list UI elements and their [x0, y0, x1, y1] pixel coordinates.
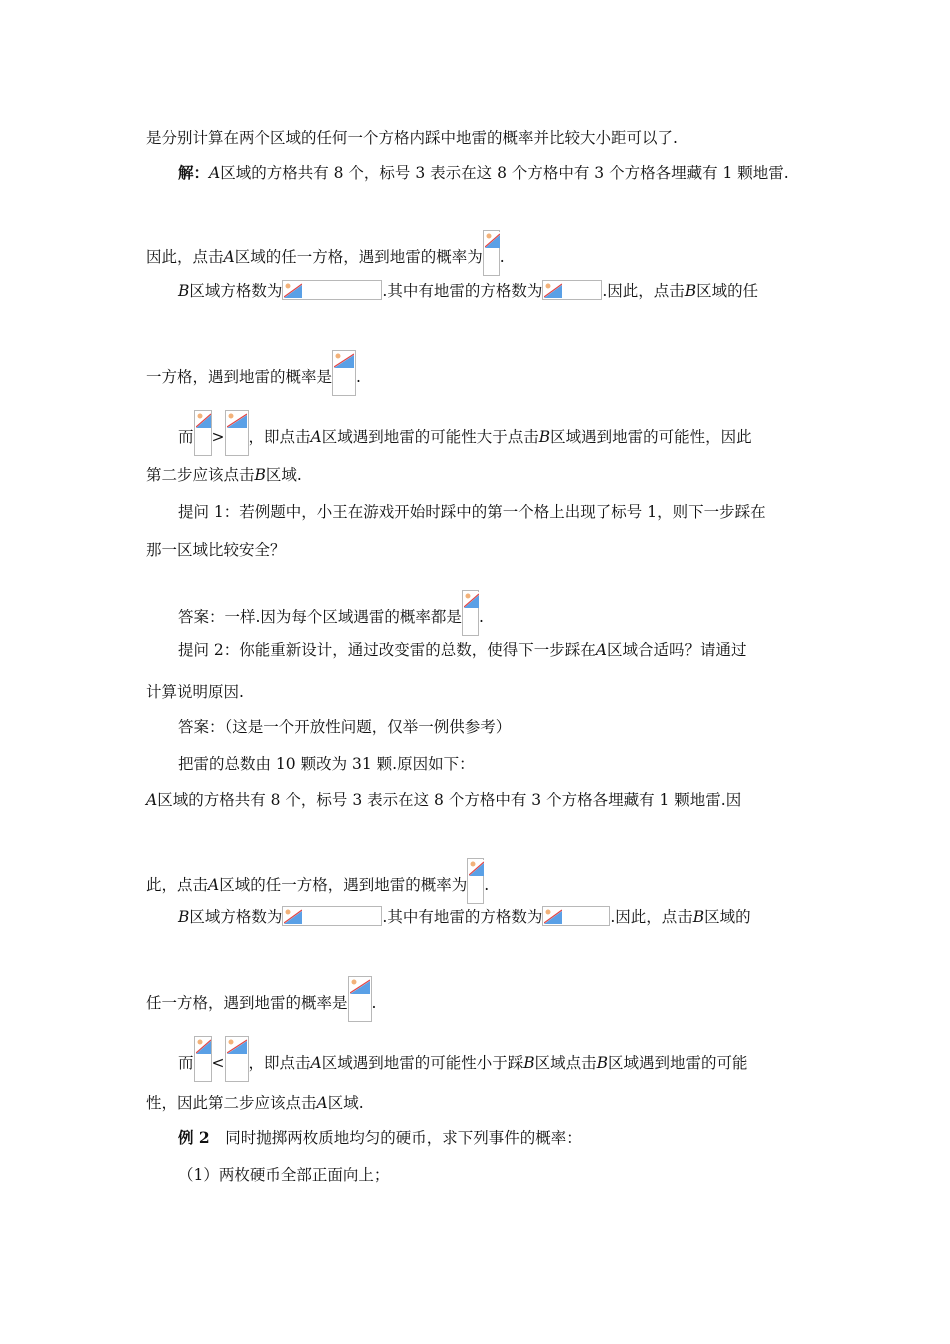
answer-line	[178, 717, 511, 737]
paragraph-line	[178, 1036, 748, 1082]
var-b: B	[523, 1054, 535, 1072]
text: 区域的任一方格，遇到地雷的概率为	[219, 876, 468, 894]
text: 任一方格，遇到地雷的概率是	[146, 994, 348, 1012]
paragraph-line	[146, 1093, 364, 1113]
fraction-image	[483, 230, 500, 276]
answer-line	[178, 590, 484, 636]
text: 把雷的总数由 10 颗改为 31 颗.原因如下：	[178, 755, 475, 773]
var-a: A	[595, 641, 607, 659]
paragraph-line	[178, 906, 751, 927]
text: 而	[178, 428, 194, 446]
text: 区域的	[704, 908, 751, 926]
var-a: A	[209, 164, 221, 182]
var-a: A	[208, 876, 220, 894]
solution-line	[178, 163, 789, 183]
text: 区域遇到地雷的可能性，因此	[550, 428, 752, 446]
text: 区域合适吗？请通过	[607, 641, 747, 659]
fraction-image	[225, 1036, 249, 1082]
text: .	[371, 994, 377, 1012]
paragraph-line	[146, 128, 678, 148]
broken-image-icon	[544, 282, 562, 298]
var-a: A	[223, 248, 235, 266]
fraction-image	[332, 350, 356, 396]
text: 区域.	[265, 466, 302, 484]
expression-image	[542, 906, 610, 926]
broken-image-icon	[485, 232, 500, 248]
broken-image-icon	[284, 908, 302, 924]
comparison-operator: >	[211, 428, 225, 446]
var-a: A	[310, 428, 322, 446]
var-b: B	[538, 428, 551, 446]
text: 此，点击	[146, 876, 209, 894]
text: 区域的任	[696, 282, 759, 300]
text: .	[356, 368, 361, 386]
broken-image-icon	[196, 412, 211, 428]
broken-image-icon	[227, 1038, 247, 1054]
expression-image	[282, 280, 382, 300]
example-label: 例 2	[178, 1128, 210, 1147]
fraction-image	[194, 1036, 212, 1082]
text: 提问 2：你能重新设计，通过改变雷的总数，使得下一步踩在	[178, 641, 596, 659]
broken-image-icon	[544, 908, 562, 924]
text: .	[484, 876, 490, 894]
solution-label: 解：	[178, 163, 210, 182]
var-a: A	[316, 1094, 328, 1112]
broken-image-icon	[464, 592, 479, 608]
var-b: B	[684, 282, 697, 300]
text: 同时抛掷两枚质地均匀的硬币，求下列事件的概率：	[209, 1129, 582, 1147]
paragraph-line	[146, 790, 741, 810]
fraction-image	[467, 858, 484, 904]
text: 答案：（这是一个开放性问题，仅举一例供参考）	[178, 718, 512, 736]
text: 区域点击	[534, 1054, 597, 1072]
question-line	[178, 640, 747, 660]
paragraph-line	[178, 280, 758, 301]
text: 那一区域比较安全？	[146, 541, 286, 559]
fraction-image	[462, 590, 479, 636]
paragraph-line	[146, 682, 244, 702]
expression-image	[282, 906, 382, 926]
var-b: B	[178, 282, 190, 300]
text: .其中有地雷的方格数为	[382, 282, 543, 300]
paragraph-line	[178, 754, 475, 774]
text: .	[499, 248, 505, 266]
paragraph-line	[146, 540, 286, 560]
text: 区域方格数为	[189, 282, 283, 300]
broken-image-icon	[350, 978, 370, 994]
var-b: B	[254, 466, 266, 484]
text: 第二步应该点击	[146, 466, 255, 484]
comparison-operator: <	[211, 1054, 225, 1072]
broken-image-icon	[227, 412, 247, 428]
text: 区域的任一方格，遇到地雷的概率为	[234, 248, 483, 266]
paragraph-line	[178, 410, 752, 456]
text: 区域遇到地雷的可能性大于点击	[321, 428, 539, 446]
fraction-image	[348, 976, 372, 1022]
text: .其中有地雷的方格数为	[382, 908, 543, 926]
broken-image-icon	[196, 1038, 211, 1054]
text: （1）两枚硬币全部正面向上；	[178, 1166, 390, 1184]
text: 一方格，遇到地雷的概率是	[146, 368, 333, 386]
text: 性，因此第二步应该点击	[146, 1094, 317, 1112]
example-heading	[178, 1128, 582, 1148]
text: ，即点击	[248, 1054, 311, 1072]
paragraph-line	[146, 858, 489, 904]
text: 区域方格数为	[189, 908, 283, 926]
text: 答案：一样.因为每个区域遇雷的概率都是	[178, 608, 462, 626]
fraction-image	[194, 410, 212, 456]
text: 区域的方格共有 8 个，标号 3 表示在这 8 个方格中有 3 个方格各埋藏有 1 颗地雷.因	[157, 791, 742, 809]
text: 区域遇到地雷的可能性小于踩	[321, 1054, 524, 1072]
paragraph-line	[146, 230, 505, 276]
var-b: B	[178, 908, 190, 926]
paragraph-line	[146, 465, 302, 485]
expression-image	[542, 280, 602, 300]
fraction-image	[225, 410, 249, 456]
list-item	[178, 1165, 389, 1185]
var-a: A	[310, 1054, 322, 1072]
text: 提问 1：若例题中，小王在游戏开始时踩中的第一个格上出现了标号 1，则下一步踩在	[178, 503, 766, 521]
text: .因此，点击	[610, 908, 693, 926]
broken-image-icon	[469, 860, 484, 876]
text: .	[478, 608, 484, 626]
broken-image-icon	[284, 282, 302, 298]
text: 因此，点击	[146, 248, 224, 266]
broken-image-icon	[334, 352, 354, 368]
text: 而	[178, 1054, 194, 1072]
paragraph-line	[146, 976, 376, 1022]
var-b: B	[596, 1054, 609, 1072]
text: 区域.	[327, 1094, 364, 1112]
var-b: B	[692, 908, 705, 926]
text: 计算说明原因.	[146, 683, 244, 701]
text: 区域的方格共有 8 个，标号 3 表示在这 8 个方格中有 3 个方格各埋藏有 1 颗地雷.	[220, 164, 789, 182]
text: .因此，点击	[602, 282, 685, 300]
question-line	[178, 502, 766, 522]
text: ，即点击	[248, 428, 311, 446]
var-a: A	[146, 791, 158, 809]
paragraph-line	[146, 350, 361, 396]
text: 是分别计算在两个区域的任何一个方格内踩中地雷的概率并比较大小距可以了.	[146, 129, 678, 147]
text: 区域遇到地雷的可能	[608, 1054, 748, 1072]
